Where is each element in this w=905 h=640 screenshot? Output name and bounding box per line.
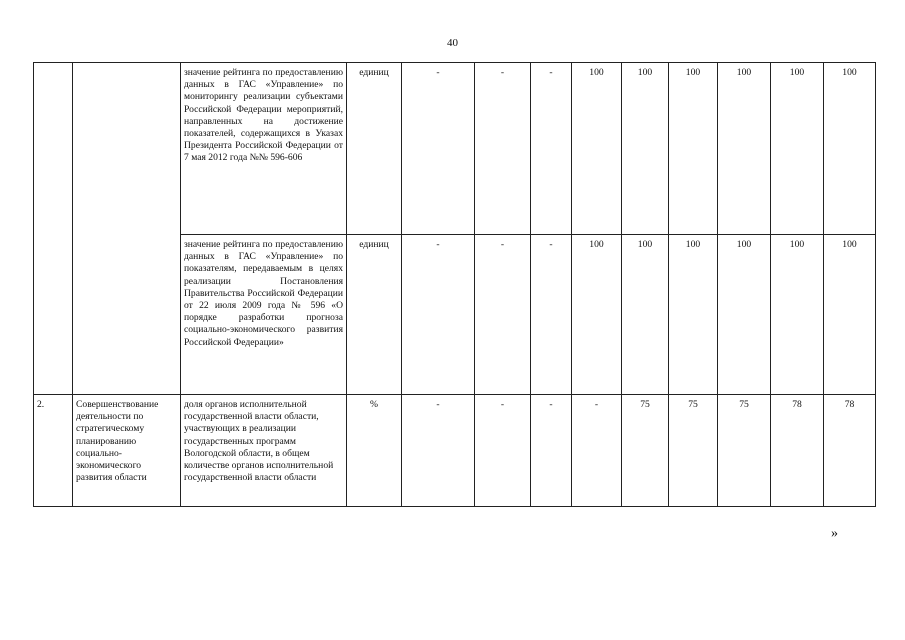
unit-cell: единиц [347, 235, 402, 395]
value-cell: 100 [718, 235, 771, 395]
value-cell: - [475, 235, 531, 395]
indicator-cell: значение рейтинга по предоставлению данных в ГАС «Управление» по мониторингу реализации субъектами Российской Федерации мероприятий, направленных на достижение показателей, содержащихся в Указах Президента Российской Федерации от 7 мая 2012 года №№ 596-606 [181, 63, 347, 235]
value-cell: - [402, 235, 475, 395]
value-cell: 75 [718, 395, 771, 507]
task-cell [73, 63, 181, 395]
closing-quote-mark: » [831, 526, 838, 541]
table-row [34, 63, 876, 235]
value-cell: - [572, 395, 622, 507]
indicator-cell: значение рейтинга по предоставлению данных в ГАС «Управление» по показателям, передаваемым в целях реализации Постановления Правительства Российской Федерации от 22 июля 2009 года № 596 «О порядке разработки прогноза социально-экономического развития Российской Федерации» [181, 235, 347, 395]
value-cell: 100 [771, 235, 824, 395]
unit-cell: % [347, 395, 402, 507]
value-cell: - [531, 63, 572, 235]
value-cell: 100 [824, 235, 876, 395]
task-cell: Совершенствование деятельности по стратегическому планированию социально-экономического развития области [73, 395, 181, 507]
value-cell: - [475, 395, 531, 507]
row-index-cell: 2. [34, 395, 73, 507]
value-cell: 100 [669, 63, 718, 235]
table-row [34, 395, 876, 507]
value-cell: - [402, 63, 475, 235]
value-cell: 100 [771, 63, 824, 235]
value-cell: 100 [622, 63, 669, 235]
value-cell: 75 [622, 395, 669, 507]
value-cell: 75 [669, 395, 718, 507]
value-cell: 78 [824, 395, 876, 507]
value-cell: - [531, 395, 572, 507]
value-cell: 100 [669, 235, 718, 395]
row-index-cell [34, 63, 73, 395]
value-cell: 100 [572, 63, 622, 235]
indicator-table [33, 62, 876, 507]
value-cell: 100 [622, 235, 669, 395]
unit-cell: единиц [347, 63, 402, 235]
value-cell: - [531, 235, 572, 395]
value-cell: 100 [824, 63, 876, 235]
value-cell: - [475, 63, 531, 235]
indicator-cell: доля органов исполнительной государственной власти области, участвующих в реализации государственных программ Вологодской области, в общем количестве органов исполнительной государственной власти области [181, 395, 347, 507]
value-cell: 100 [572, 235, 622, 395]
value-cell: 100 [718, 63, 771, 235]
value-cell: 78 [771, 395, 824, 507]
page-number: 40 [447, 37, 458, 49]
value-cell: - [402, 395, 475, 507]
